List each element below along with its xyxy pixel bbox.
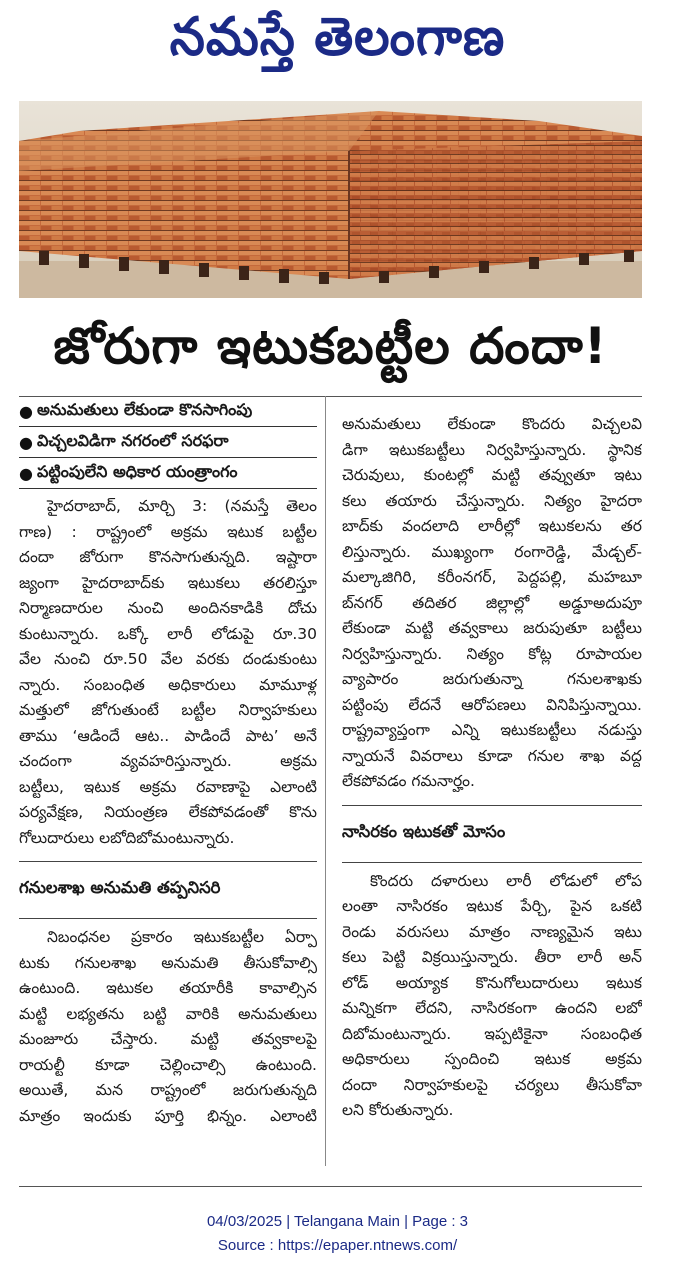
brick-stacks-illustration [19,101,642,298]
article-headline: జోరుగా ఇటుకబట్టీల దందా! [53,316,608,375]
key-point-text: పట్టింపులేని అధికార యంత్రాంగం [37,461,238,481]
text-line: అధికారులు స్పందించి ఇటుక అక్రమ [342,1050,642,1068]
text-line: రెండు వరుసలు మాత్రం నాణ్యమైన ఇటు [342,922,642,941]
text-line: లంతా నాసిరకం ఇటుక పేర్చి, పైన ఒకటి [342,897,642,915]
text-line: లని కోరుతున్నారు. [342,1101,454,1119]
column-divider [325,396,326,1166]
text-line: కలు పెట్టి విక్రయిస్తున్నారు. తీరా లారీ అన్ [342,948,642,966]
key-point [19,427,317,458]
text-line: వ్యాపారం జరుగుతున్నా గనులశాఖకు [342,670,642,688]
section-divider [342,862,642,863]
text-line: నిర్మాణదారుల నుంచి అందినకాడికి దోచు [19,599,317,617]
key-point [19,396,317,427]
text-line: మన్నికగా లేదని, నాసిరకంగా ఉందని లబో [342,999,642,1017]
key-point [19,458,317,489]
text-line: దందా జోరుగా కొనసాగుతున్నది. ఇష్టారా [19,548,317,566]
newspaper-masthead [0,0,675,86]
text-line: న్నారు. సంబంధిత అధికారులు మామూళ్ల [19,675,317,694]
text-line: దిబోమంటున్నారు. ఇప్పటికైనా సంబంధిత [342,1024,642,1043]
text-line: రాయల్టీ కూడా చెల్లించాల్సి ఉంటుంది. [19,1055,317,1074]
text-line: రాష్ట్రవ్యాప్తంగా ఎన్ని ఇటుకబట్టీలు నడుస్తు [342,721,642,739]
text-line: లేకపోవడం గమనార్హం. [342,772,475,790]
footer-source: Source : https://epaper.ntnews.com/ [217,1237,458,1254]
text-line: తాము ‘ఆడిందే ఆట.. పాడిందే పాట’ అనే [19,726,317,745]
text-line: కొందరు దళారులు లారీ లోడులో లోప [370,871,642,890]
text-line: గోలుదారులు లబోదిబోమంటున్నారు. [19,828,235,847]
text-line: అయితే, మన రాష్ట్రంలో జరుగుతున్నది [19,1081,317,1099]
key-point-text: అనుమతులు లేకుండా కొనసాగింపు [37,399,253,419]
text-line: నిబంధనల ప్రకారం ఇటుకబట్టీల ఏర్పా [47,928,317,946]
text-line: బట్టీలు, ఇటుక అక్రమ రవాణాపై ఎలాంటి [19,777,317,796]
text-line: చందంగా వ్యవహరిస్తున్నారు. అక్రమ [19,752,317,770]
text-line: లోడ్ అయ్యాక కొనుగోలుదారులు ఇటుక [342,973,642,992]
text-line: బాద్‌కు వందలాది లారీల్లో ఇటుకలను తర [342,517,642,535]
text-line: వేల నుంచి రూ.50 వేల వరకు దండుకుంటు [19,650,317,668]
text-line: మంజూరు చేస్తారు. మట్టి తవ్వకాలపై [19,1030,317,1048]
text-line: మత్తులో జోగుతుంటే బట్టీల నిర్వాహకులు [19,701,317,719]
text-line: టుకు గనులశాఖ అనుమతి తీసుకోవాల్సి [19,953,317,972]
key-point-text: విచ్చలవిడిగా నగరంలో సరఫరా [37,430,229,450]
text-line: మట్టి లభ్యతను బట్టి వారికి అనుమతులు [19,1004,317,1023]
footer-divider [19,1186,642,1187]
text-line: లిస్తున్నారు. ముఖ్యంగా రంగారెడ్డి, మేడ్చల్- [342,542,642,561]
section-divider [19,861,317,862]
text-line: ఉంటుంది. ఇటుకల తయారీకి కావాల్సిన [19,979,317,997]
bullet-icon: ● [19,401,33,421]
section-divider [342,805,642,806]
text-line: కలు తయారు చేస్తున్నారు. నిత్యం హైదరా [342,491,642,510]
text-line: పర్యవేక్షణ, నియంత్రణ లేకపోవడంతో కొను [19,803,317,821]
text-line: న్నాయనే వివరాలు కూడా గనుల శాఖ వద్ద [342,746,642,765]
page-footer [0,1210,675,1258]
text-line: దందా నిర్వాహకులపై చర్యలు తీసుకోవా [342,1075,642,1094]
text-line: నిర్వహిస్తున్నారు. నిత్యం కోట్ల రూపాయల [342,644,642,663]
text-line: చెరువులు, కుంటల్లో మట్టి తవ్వుతూ ఇటు [342,466,642,484]
bullet-icon: ● [19,432,33,452]
text-line: జ్యంగా హైదరాబాద్‌కు ఇటుకలు తరలిస్తూ [19,573,317,592]
text-line: లేకుండా మట్టి తవ్వకాలు జరుపుతూ బట్టీలు [342,619,642,637]
text-line: పట్టింపు లేదనే ఆరోపణలు వినిపిస్తున్నాయి. [342,695,642,714]
masthead-title: నమస్తే తెలంగాణ [169,5,506,67]
text-line: మల్కాజిగిరి, కరీంనగర్, పెద్దపల్లి, మహబూ [342,568,642,586]
brick-kiln-photo [19,101,642,298]
text-line: గాణ) : రాష్ట్రంలో అక్రమ ఇటుక బట్టీల [19,522,317,541]
text-line: డిగా ఇటుకబట్టీలు నిర్వహిస్తున్నారు. స్థానిక [342,440,642,459]
text-line: బ్‌నగర్ తదితర జిల్లాల్లో అడ్డూఅదుపూ [342,593,642,612]
key-points-list [19,396,317,489]
section-divider [19,918,317,919]
section-subhead: నాసిరకం ఇటుకతో మోసం [342,821,506,841]
text-line: అనుమతులు లేకుండా కొందరు విచ్చలవి [342,415,642,433]
section-subhead: గనులశాఖ అనుమతి తప్పనిసరి [19,878,221,897]
text-line: హైదరాబాద్, మార్చి 3: (నమస్తే తెలం [47,497,317,515]
right-column [342,412,642,1124]
bullet-icon: ● [19,463,33,483]
footer-edition-info: 04/03/2025 | Telangana Main | Page : 3 [206,1213,469,1230]
text-line: మాత్రం ఇందుకు పూర్తి భిన్నం. ఎలాంటి [19,1106,317,1125]
text-line: కుంటున్నారు. ఒక్కో లారీ లోడుపై రూ.30 [19,624,317,643]
left-column [19,494,317,1129]
